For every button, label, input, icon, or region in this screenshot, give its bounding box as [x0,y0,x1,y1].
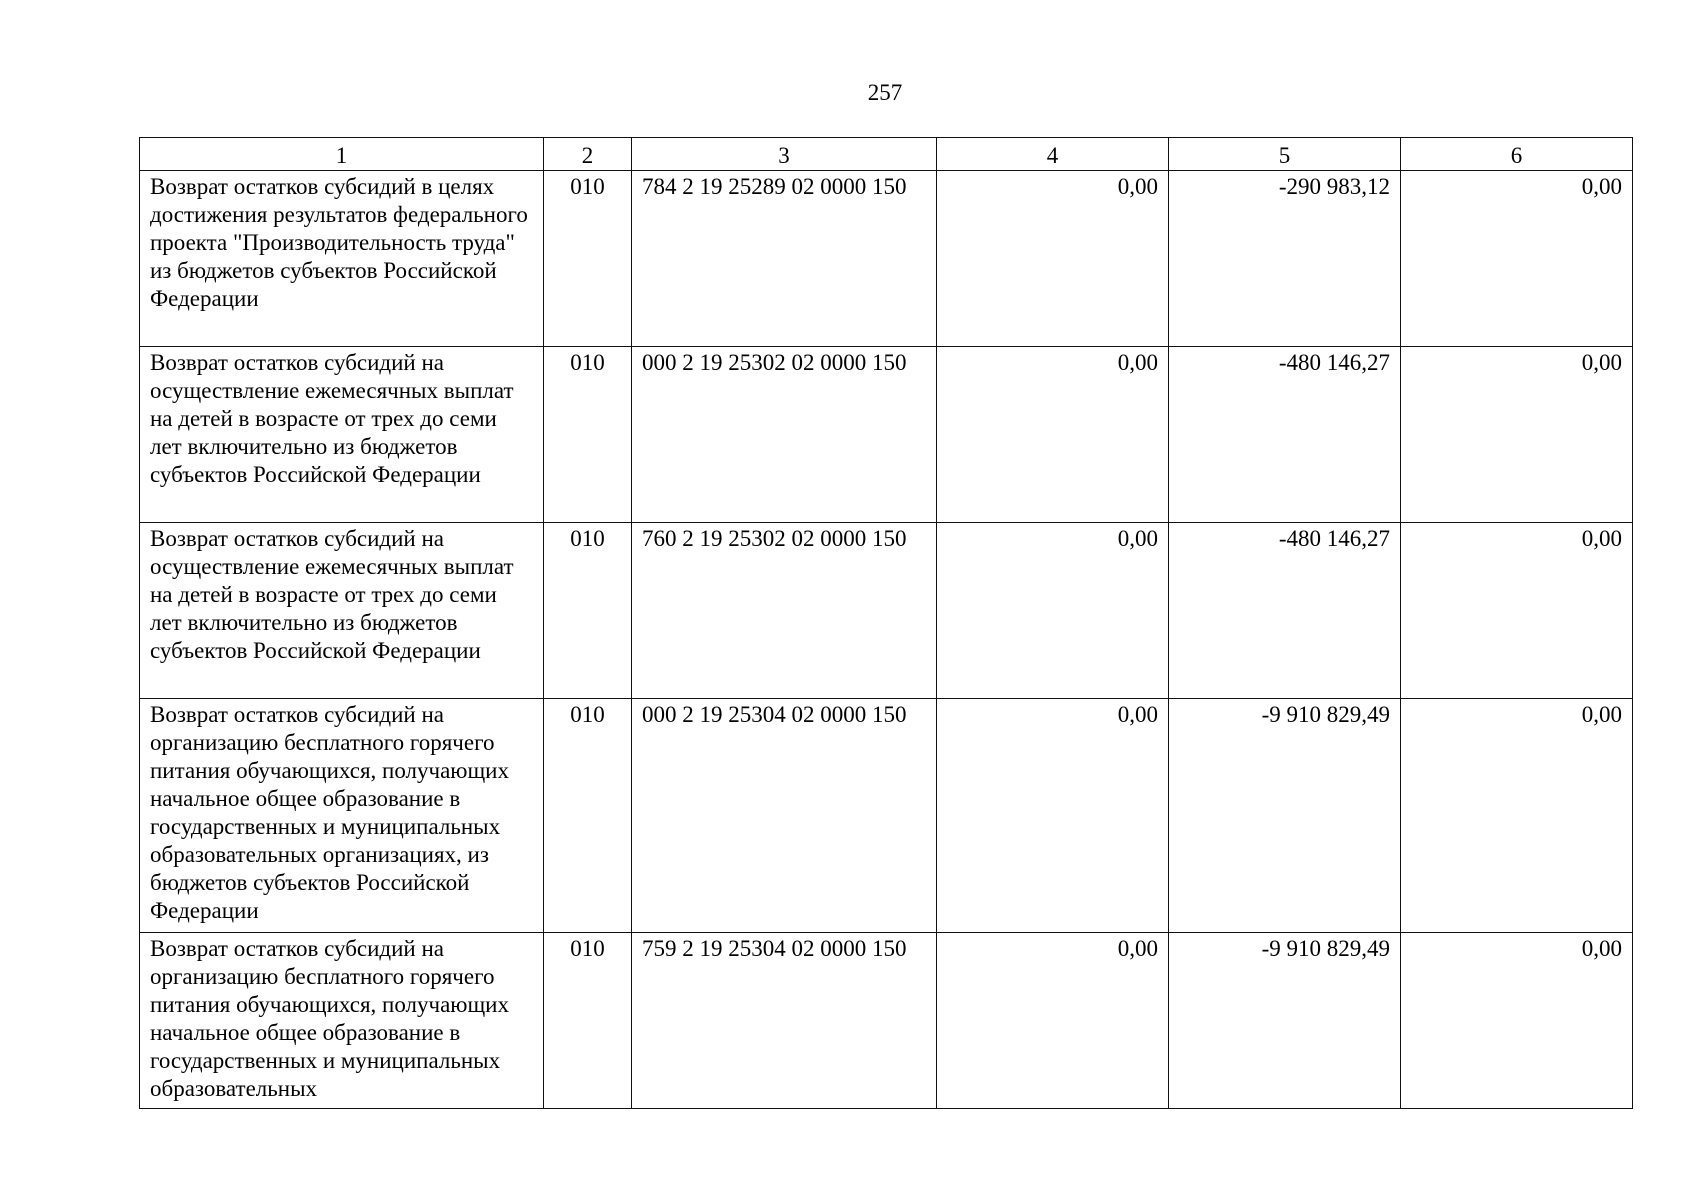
table-row [140,523,1633,699]
row-value-col5: -290 983,12 [1169,171,1401,347]
row-description: Возврат остатков субсидий на организацию бесплатного горячего питания обучающихся, получающих начальное общее образование в государственных и муниципальных образовательных организациях, из бюджетов субъектов Российской Федерации [140,699,544,933]
row-admin-code: 010 [544,699,632,933]
row-value-col4: 0,00 [937,171,1169,347]
row-value-col4: 0,00 [937,523,1169,699]
row-value-col6: 0,00 [1401,171,1633,347]
table-row [140,171,1633,347]
column-header-5: 5 [1169,138,1401,171]
column-header-4: 4 [937,138,1169,171]
row-value-col4: 0,00 [937,347,1169,523]
page-number: 257 [867,80,903,105]
table-row [140,699,1633,933]
column-header-1: 1 [140,138,544,171]
row-budget-code: 760 2 19 25302 02 0000 150 [632,523,937,699]
column-header-3: 3 [632,138,937,171]
row-value-col4: 0,00 [937,699,1169,933]
row-admin-code: 010 [544,347,632,523]
row-budget-code: 784 2 19 25289 02 0000 150 [632,171,937,347]
row-description: Возврат остатков субсидий в целях достижения результатов федерального проекта "Производительность труда" из бюджетов субъектов Российской Федерации [140,171,544,347]
row-admin-code: 010 [544,933,632,1109]
column-header-2: 2 [544,138,632,171]
table-row [140,933,1633,1109]
row-value-col5: -9 910 829,49 [1169,933,1401,1109]
row-budget-code: 000 2 19 25304 02 0000 150 [632,699,937,933]
row-value-col6: 0,00 [1401,933,1633,1109]
row-value-col6: 0,00 [1401,347,1633,523]
row-value-col4: 0,00 [937,933,1169,1109]
row-description: Возврат остатков субсидий на осуществление ежемесячных выплат на детей в возрасте от трех до семи лет включительно из бюджетов субъектов Российской Федерации [140,523,544,699]
row-value-col5: -480 146,27 [1169,523,1401,699]
row-admin-code: 010 [544,523,632,699]
column-header-6: 6 [1401,138,1633,171]
row-description: Возврат остатков субсидий на организацию бесплатного горячего питания обучающихся, получающих начальное общее образование в государственных и муниципальных образовательных [140,933,544,1109]
table-row [140,347,1633,523]
row-value-col6: 0,00 [1401,699,1633,933]
row-value-col5: -9 910 829,49 [1169,699,1401,933]
row-budget-code: 000 2 19 25302 02 0000 150 [632,347,937,523]
budget-table [139,137,1633,1109]
row-value-col5: -480 146,27 [1169,347,1401,523]
row-value-col6: 0,00 [1401,523,1633,699]
row-budget-code: 759 2 19 25304 02 0000 150 [632,933,937,1109]
row-admin-code: 010 [544,171,632,347]
table-header-row [140,138,1633,171]
row-description: Возврат остатков субсидий на осуществление ежемесячных выплат на детей в возрасте от трех до семи лет включительно из бюджетов субъектов Российской Федерации [140,347,544,523]
